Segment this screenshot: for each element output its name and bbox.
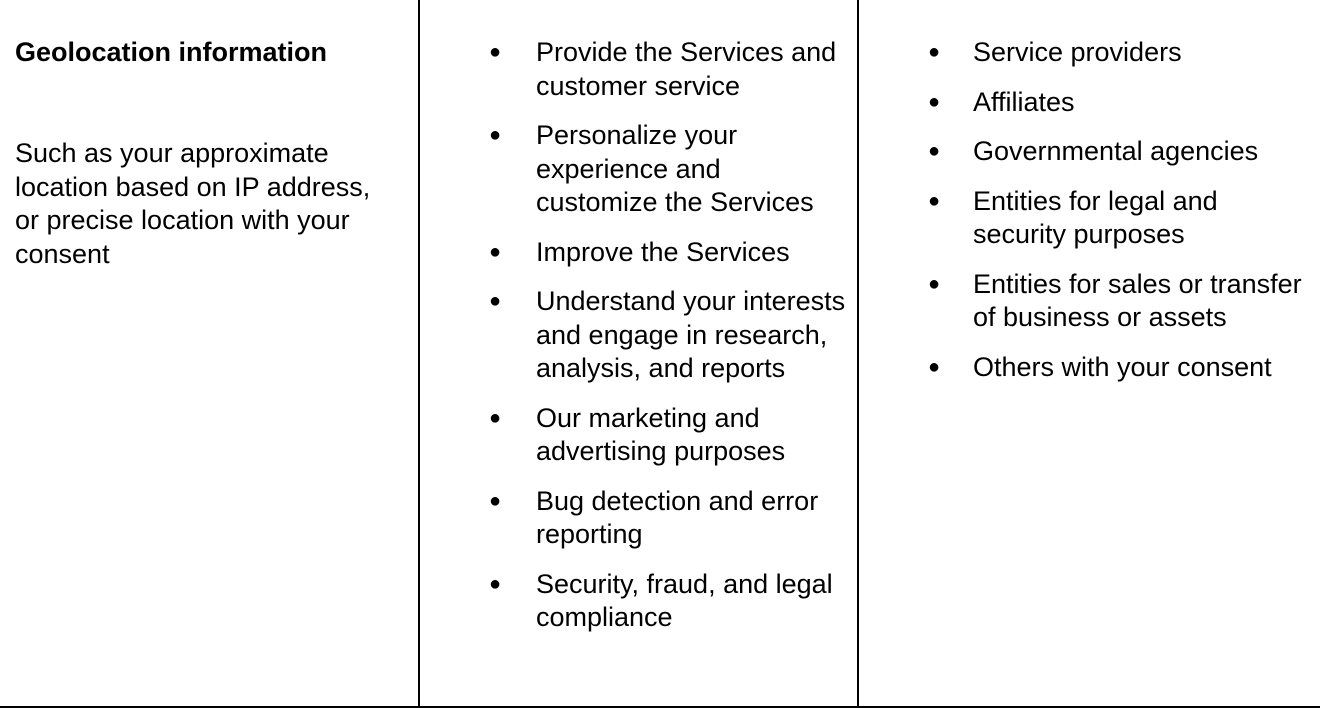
purpose-text: Personalize your experience and customize the Services — [536, 120, 814, 217]
list-item — [420, 568, 846, 635]
list-item — [420, 485, 846, 552]
list-item — [420, 285, 846, 386]
recipient-text: Entities for sales or transfer of business or assets — [973, 268, 1302, 332]
purposes-list — [420, 36, 857, 635]
recipients-cell — [857, 0, 1320, 706]
recipient-text: Affiliates — [973, 86, 1075, 117]
recipients-list — [859, 36, 1320, 384]
purpose-text: Bug detection and error reporting — [536, 485, 819, 549]
list-item — [859, 135, 1313, 169]
bullet-icon: ● — [928, 272, 941, 295]
bullet-icon: ● — [928, 140, 941, 162]
category-description: Such as your approximate location based on IP address, or precise location with your consent — [15, 138, 371, 269]
purposes-cell — [418, 0, 857, 706]
bullet-icon: ● — [928, 41, 941, 63]
bullet-icon: ● — [928, 355, 941, 378]
list-item — [420, 119, 846, 220]
recipient-text: Others with your consent — [973, 351, 1272, 382]
list-item — [859, 351, 1313, 385]
recipient-text: Service providers — [973, 37, 1182, 67]
list-item — [859, 36, 1313, 70]
bullet-icon: ● — [928, 189, 941, 212]
recipient-text: Entities for legal and security purposes — [973, 185, 1218, 249]
purpose-text: Security, fraud, and legal compliance — [536, 568, 833, 632]
purpose-text: Understand your interests and engage in research, analysis, and reports — [536, 286, 846, 383]
recipient-text: Governmental agencies — [973, 136, 1259, 166]
list-item — [420, 36, 846, 103]
list-item — [859, 268, 1313, 335]
category-cell — [0, 0, 418, 706]
list-item — [859, 86, 1313, 120]
list-item — [859, 185, 1313, 252]
bullet-icon: ● — [489, 290, 502, 312]
category-title: Geolocation information — [15, 37, 328, 67]
purpose-text: Improve the Services — [536, 236, 790, 267]
list-item — [420, 402, 846, 469]
bullet-icon: ● — [489, 240, 502, 263]
bullet-icon: ● — [489, 489, 502, 512]
bullet-icon: ● — [489, 41, 502, 63]
bullet-icon: ● — [489, 572, 502, 595]
purpose-text: Our marketing and advertising purposes — [536, 402, 786, 466]
bullet-icon: ● — [928, 90, 941, 113]
list-item — [420, 236, 846, 270]
bullet-icon: ● — [489, 124, 502, 146]
bullet-icon: ● — [489, 406, 502, 429]
purpose-text: Provide the Services and customer service — [536, 37, 837, 101]
